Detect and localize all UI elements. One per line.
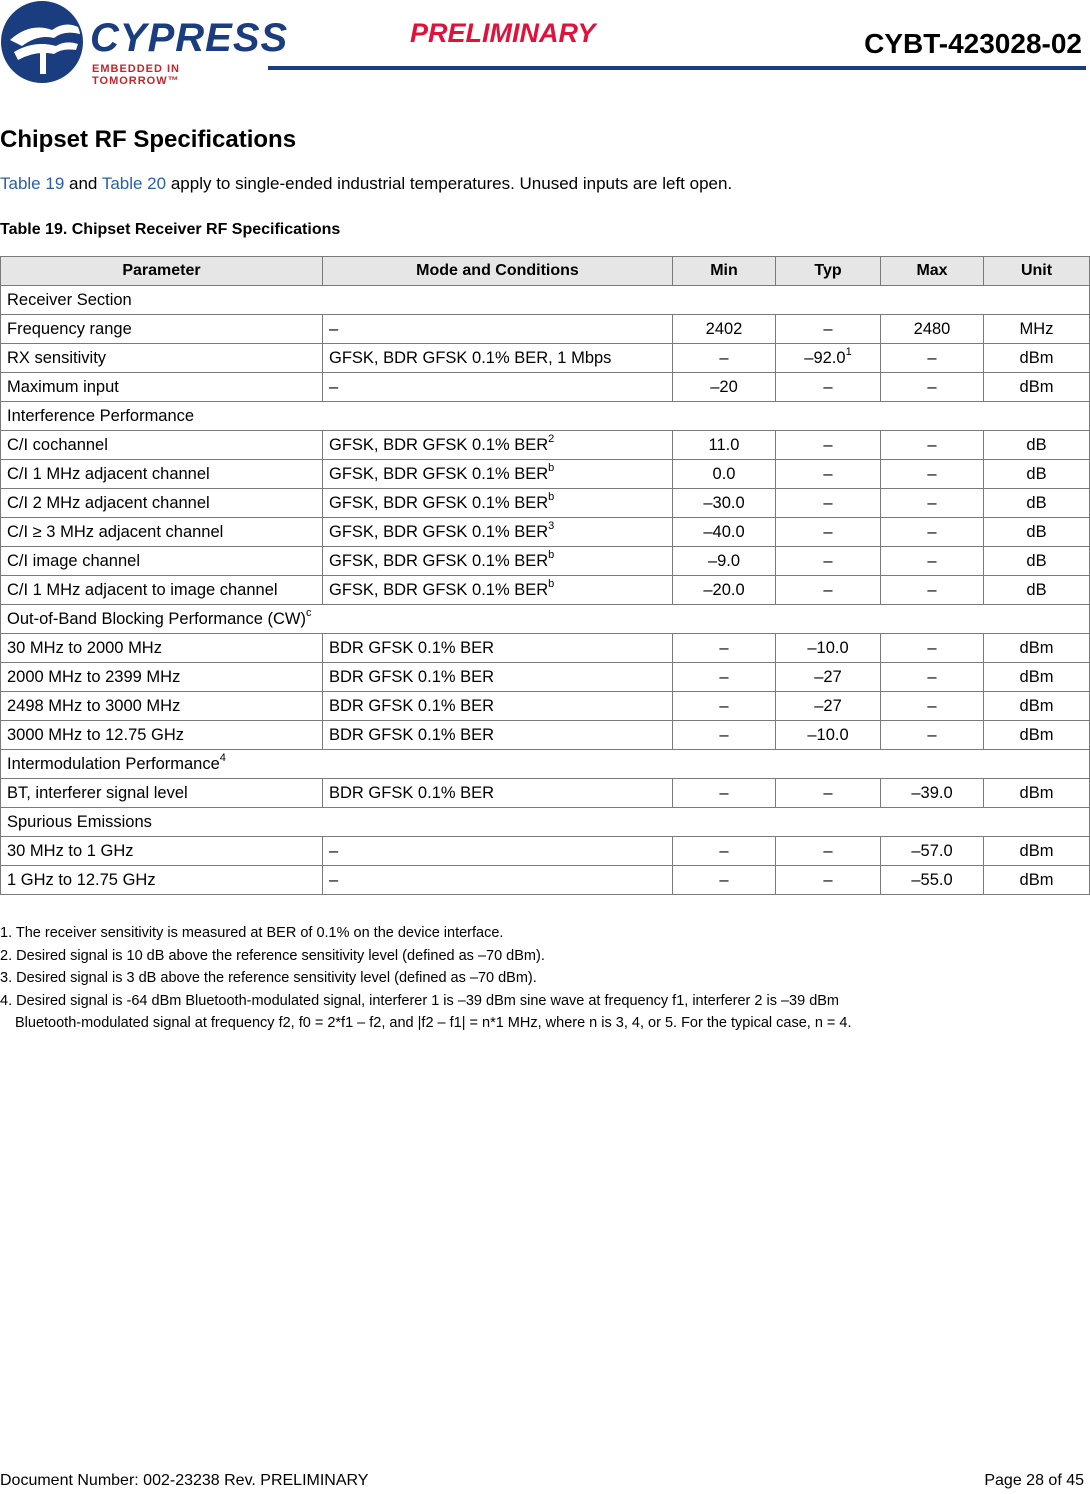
preliminary-label: PRELIMINARY [410, 18, 596, 48]
cell-max [881, 344, 984, 373]
cell-text: 1 GHz to 12.75 GHz [7, 870, 156, 889]
cell-typ [776, 518, 881, 547]
cell-mode [323, 547, 673, 576]
section-label-text: Out-of-Band Blocking Performance (CW) [7, 609, 306, 628]
cell-text: – [927, 551, 937, 570]
footnote-ref: b [548, 491, 555, 503]
cell-text: BDR GFSK 0.1% BER [329, 725, 495, 744]
cell-text: – [719, 783, 729, 802]
cypress-tree-icon [0, 0, 88, 86]
cell-text: dBm [1019, 783, 1054, 802]
table-row [1, 547, 1090, 576]
cell-mode [323, 866, 673, 895]
intro-text: apply to single-ended industrial temperatures. Unused inputs are left open. [170, 174, 733, 193]
cell-text: – [927, 696, 937, 715]
header-min: Min [673, 257, 776, 286]
cell-text: 2402 [705, 319, 743, 338]
table-row [1, 692, 1090, 721]
table-row [1, 634, 1090, 663]
cell-parameter [1, 576, 323, 605]
footnote-ref: b [548, 462, 555, 474]
table-20-link[interactable]: Table 20 [101, 174, 167, 193]
cell-text: – [927, 377, 937, 396]
cell-text: – [927, 522, 937, 541]
cell-text: BDR GFSK 0.1% BER [329, 667, 495, 686]
page-header [0, 0, 1090, 90]
cell-parameter [1, 431, 323, 460]
cell-text: – [719, 841, 729, 860]
cell-max [881, 489, 984, 518]
cell-text: –40.0 [703, 522, 745, 541]
cell-parameter [1, 779, 323, 808]
cell-text: dB [1026, 435, 1047, 454]
footnote-4: 4. Desired signal is -64 dBm Bluetooth-modulated signal, interferer 1 is –39 dBm sine wave at frequency f1, interferer 2 is –39 dBm [0, 992, 840, 1009]
cell-unit [984, 634, 1090, 663]
cell-typ [776, 547, 881, 576]
cell-text: C/I cochannel [7, 435, 108, 454]
table-row [1, 663, 1090, 692]
cell-typ [776, 460, 881, 489]
cell-parameter [1, 634, 323, 663]
cell-max [881, 692, 984, 721]
section-label-text: Spurious Emissions [7, 812, 152, 831]
cell-typ [776, 373, 881, 402]
cell-text: –10.0 [807, 638, 849, 657]
section-title: Chipset RF Specifications [0, 126, 297, 153]
cell-typ [776, 431, 881, 460]
cell-text: –20.0 [703, 580, 745, 599]
cell-text: – [719, 638, 729, 657]
cell-text: MHz [1019, 319, 1054, 338]
cell-text: 2480 [913, 319, 951, 338]
cell-typ [776, 692, 881, 721]
cell-text: – [719, 870, 729, 889]
cell-text: dB [1026, 522, 1047, 541]
cell-text: dB [1026, 493, 1047, 512]
cell-parameter [1, 373, 323, 402]
table-row [1, 344, 1090, 373]
header-max: Max [881, 257, 984, 286]
section-label [1, 808, 1090, 837]
cell-text: – [927, 638, 937, 657]
cell-typ [776, 344, 881, 373]
table-row [1, 489, 1090, 518]
cell-text: – [719, 696, 729, 715]
cell-min [673, 663, 776, 692]
cell-parameter [1, 866, 323, 895]
cell-typ [776, 866, 881, 895]
cell-min [673, 518, 776, 547]
cell-max [881, 373, 984, 402]
cell-mode [323, 344, 673, 373]
cell-text: 3000 MHz to 12.75 GHz [7, 725, 185, 744]
cell-unit [984, 576, 1090, 605]
cell-text: – [927, 493, 937, 512]
cell-max [881, 663, 984, 692]
section-label [1, 402, 1090, 431]
header-unit: Unit [984, 257, 1090, 286]
cell-min [673, 460, 776, 489]
cell-text: dB [1026, 464, 1047, 483]
cell-text: C/I ≥ 3 MHz adjacent channel [7, 522, 224, 541]
cell-text: RX sensitivity [7, 348, 107, 367]
cell-text: –55.0 [911, 870, 953, 889]
cell-typ [776, 721, 881, 750]
cell-text: – [927, 348, 937, 367]
page-number: Page 28 of 45 [984, 1472, 1084, 1489]
cell-text: C/I 2 MHz adjacent channel [7, 493, 210, 512]
cell-text: – [927, 435, 937, 454]
footnote-ref: 3 [548, 520, 555, 532]
cell-mode [323, 518, 673, 547]
table-section-row [1, 605, 1090, 634]
document-number: Document Number: 002-23238 Rev. PRELIMINARY [0, 1472, 369, 1489]
cell-text: – [823, 551, 833, 570]
cell-max [881, 721, 984, 750]
cell-text: dBm [1019, 870, 1054, 889]
table-row [1, 518, 1090, 547]
cell-mode [323, 721, 673, 750]
cell-text: C/I 1 MHz adjacent channel [7, 464, 210, 483]
cell-text: dBm [1019, 667, 1054, 686]
cell-mode [323, 431, 673, 460]
cypress-logo [0, 0, 289, 87]
cell-max [881, 837, 984, 866]
cell-text: – [823, 319, 833, 338]
cell-text: 0.0 [712, 464, 736, 483]
cell-text: – [823, 870, 833, 889]
cell-typ [776, 837, 881, 866]
footnote-ref: 4 [219, 752, 226, 764]
logo-tagline: EMBEDDED IN TOMORROW™ [92, 63, 181, 87]
cell-parameter [1, 547, 323, 576]
cell-min [673, 866, 776, 895]
cell-max [881, 634, 984, 663]
cell-unit [984, 866, 1090, 895]
intro-and: and [69, 174, 98, 193]
cell-min [673, 779, 776, 808]
cell-mode [323, 373, 673, 402]
table-row [1, 431, 1090, 460]
cell-text: dBm [1019, 377, 1054, 396]
cell-text: Maximum input [7, 377, 119, 396]
cell-text: dBm [1019, 696, 1054, 715]
cell-max [881, 576, 984, 605]
cell-max [881, 779, 984, 808]
cell-text: BDR GFSK 0.1% BER [329, 638, 495, 657]
cell-text: 2498 MHz to 3000 MHz [7, 696, 181, 715]
cell-text: – [719, 667, 729, 686]
section-label-text: Intermodulation Performance [7, 754, 220, 773]
table-row [1, 373, 1090, 402]
section-label [1, 286, 1090, 315]
cell-text: C/I 1 MHz adjacent to image channel [7, 580, 278, 599]
cell-text: GFSK, BDR GFSK 0.1% BER [329, 522, 549, 541]
footnote-4-continuation: Bluetooth-modulated signal at frequency f2, f0 = 2*f1 – f2, and |f2 – f1| = n*1 MHz, where n is 3, 4, or 5. For the typical case, n = 4. [15, 1015, 852, 1031]
cell-unit [984, 547, 1090, 576]
cell-parameter [1, 460, 323, 489]
cell-max [881, 547, 984, 576]
cell-text: –30.0 [703, 493, 745, 512]
cell-text: GFSK, BDR GFSK 0.1% BER [329, 435, 549, 454]
cell-mode [323, 460, 673, 489]
cell-parameter [1, 489, 323, 518]
logo-wordmark: CYPRESS [90, 16, 289, 60]
cell-text: – [329, 319, 339, 338]
cell-typ [776, 315, 881, 344]
footnotes [0, 922, 852, 1035]
cell-text: 2000 MHz to 2399 MHz [7, 667, 181, 686]
cell-parameter [1, 721, 323, 750]
cell-text: dBm [1019, 841, 1054, 860]
cell-unit [984, 692, 1090, 721]
cell-text: GFSK, BDR GFSK 0.1% BER [329, 464, 549, 483]
table-header-row [1, 257, 1090, 286]
footnote-3: 3. Desired signal is 3 dB above the reference sensitivity level (defined as –70 dBm). [0, 970, 537, 986]
cell-text: –57.0 [911, 841, 953, 860]
header-mode: Mode and Conditions [323, 257, 673, 286]
cell-text: 30 MHz to 1 GHz [7, 841, 134, 860]
cell-min [673, 547, 776, 576]
cell-mode [323, 576, 673, 605]
cell-text: GFSK, BDR GFSK 0.1% BER [329, 580, 549, 599]
cell-text: –20 [710, 377, 738, 396]
cell-text: BDR GFSK 0.1% BER [329, 783, 495, 802]
cell-text: –10.0 [807, 725, 849, 744]
cell-typ [776, 663, 881, 692]
cell-unit [984, 315, 1090, 344]
cell-text: – [823, 464, 833, 483]
cell-unit [984, 373, 1090, 402]
cell-text: – [329, 870, 339, 889]
table-caption: Table 19. Chipset Receiver RF Specifications [0, 221, 341, 238]
cell-text: – [329, 377, 339, 396]
footnote-ref: b [548, 549, 555, 561]
table-row [1, 721, 1090, 750]
table-section-row [1, 402, 1090, 431]
cell-text: –27 [814, 667, 842, 686]
cell-max [881, 866, 984, 895]
footnote-2: 2. Desired signal is 10 dB above the reference sensitivity level (defined as –70 dBm). [0, 947, 545, 964]
cell-text: – [927, 725, 937, 744]
cell-min [673, 344, 776, 373]
cell-text: – [329, 841, 339, 860]
cell-min [673, 431, 776, 460]
cell-text: –39.0 [911, 783, 953, 802]
cell-text: – [927, 580, 937, 599]
cell-min [673, 315, 776, 344]
cell-unit [984, 460, 1090, 489]
cell-text: –92.0 [804, 348, 846, 367]
cell-min [673, 373, 776, 402]
cell-max [881, 518, 984, 547]
cell-text: dBm [1019, 348, 1054, 367]
cell-text: GFSK, BDR GFSK 0.1% BER [329, 493, 549, 512]
cell-parameter [1, 692, 323, 721]
document-id: CYBT-423028-02 [864, 28, 1082, 59]
cell-text: GFSK, BDR GFSK 0.1% BER, 1 Mbps [329, 348, 612, 367]
cell-text: – [823, 493, 833, 512]
cell-text: Frequency range [7, 319, 132, 338]
cell-unit [984, 489, 1090, 518]
cell-text: BDR GFSK 0.1% BER [329, 696, 495, 715]
cell-text: – [719, 725, 729, 744]
cell-mode [323, 779, 673, 808]
cell-mode [323, 692, 673, 721]
cell-mode [323, 315, 673, 344]
cell-parameter [1, 663, 323, 692]
cell-mode [323, 837, 673, 866]
cell-unit [984, 663, 1090, 692]
cell-mode [323, 634, 673, 663]
header-rule [268, 66, 1086, 70]
cell-unit [984, 344, 1090, 373]
table-row [1, 866, 1090, 895]
cell-mode [323, 489, 673, 518]
header-parameter: Parameter [1, 257, 323, 286]
cell-min [673, 634, 776, 663]
cell-unit [984, 518, 1090, 547]
cell-typ [776, 576, 881, 605]
cell-text: –27 [814, 696, 842, 715]
table-body [1, 286, 1090, 895]
cell-text: dB [1026, 551, 1047, 570]
cell-parameter [1, 837, 323, 866]
footnote-ref: 1 [845, 346, 852, 358]
cell-max [881, 460, 984, 489]
cell-min [673, 721, 776, 750]
cell-text: – [823, 841, 833, 860]
cell-text: BT, interferer signal level [7, 783, 188, 802]
cell-text: C/I image channel [7, 551, 140, 570]
cell-min [673, 837, 776, 866]
cell-text: – [823, 783, 833, 802]
table-row [1, 837, 1090, 866]
section-label-text: Interference Performance [7, 406, 195, 425]
cell-text: – [823, 435, 833, 454]
cell-min [673, 576, 776, 605]
cell-parameter [1, 518, 323, 547]
header-typ: Typ [776, 257, 881, 286]
cell-text: –9.0 [707, 551, 741, 570]
table-19-link[interactable]: Table 19 [0, 174, 65, 193]
cell-unit [984, 837, 1090, 866]
cell-text: 30 MHz to 2000 MHz [7, 638, 162, 657]
table-section-row [1, 808, 1090, 837]
cell-text: GFSK, BDR GFSK 0.1% BER [329, 551, 549, 570]
section-label [1, 750, 1090, 779]
footnote-ref: 2 [548, 433, 555, 445]
cell-parameter [1, 344, 323, 373]
cell-max [881, 431, 984, 460]
section-label-text: Receiver Section [7, 290, 132, 309]
footnote-ref: c [305, 607, 312, 619]
cell-text: – [823, 522, 833, 541]
cell-unit [984, 431, 1090, 460]
cell-text: – [927, 464, 937, 483]
intro-paragraph [0, 174, 732, 194]
cell-mode [323, 663, 673, 692]
cell-typ [776, 779, 881, 808]
cell-text: – [823, 580, 833, 599]
footnote-1: 1. The receiver sensitivity is measured at BER of 0.1% on the device interface. [0, 925, 504, 941]
cell-text: – [927, 667, 937, 686]
cell-min [673, 489, 776, 518]
cell-text: – [823, 377, 833, 396]
cell-text: dBm [1019, 725, 1054, 744]
cell-text: dB [1026, 580, 1047, 599]
table-section-row [1, 286, 1090, 315]
cell-max [881, 315, 984, 344]
receiver-spec-table [0, 256, 1090, 895]
table-row [1, 779, 1090, 808]
table-row [1, 460, 1090, 489]
cell-text: 11.0 [708, 435, 740, 454]
cell-unit [984, 721, 1090, 750]
section-label [1, 605, 1090, 634]
footnote-ref: b [548, 578, 555, 590]
cell-text: – [719, 348, 729, 367]
table-row [1, 315, 1090, 344]
cell-unit [984, 779, 1090, 808]
cell-text: dBm [1019, 638, 1054, 657]
cell-typ [776, 489, 881, 518]
table-row [1, 576, 1090, 605]
cell-parameter [1, 315, 323, 344]
cell-min [673, 692, 776, 721]
table-section-row [1, 750, 1090, 779]
cell-typ [776, 634, 881, 663]
